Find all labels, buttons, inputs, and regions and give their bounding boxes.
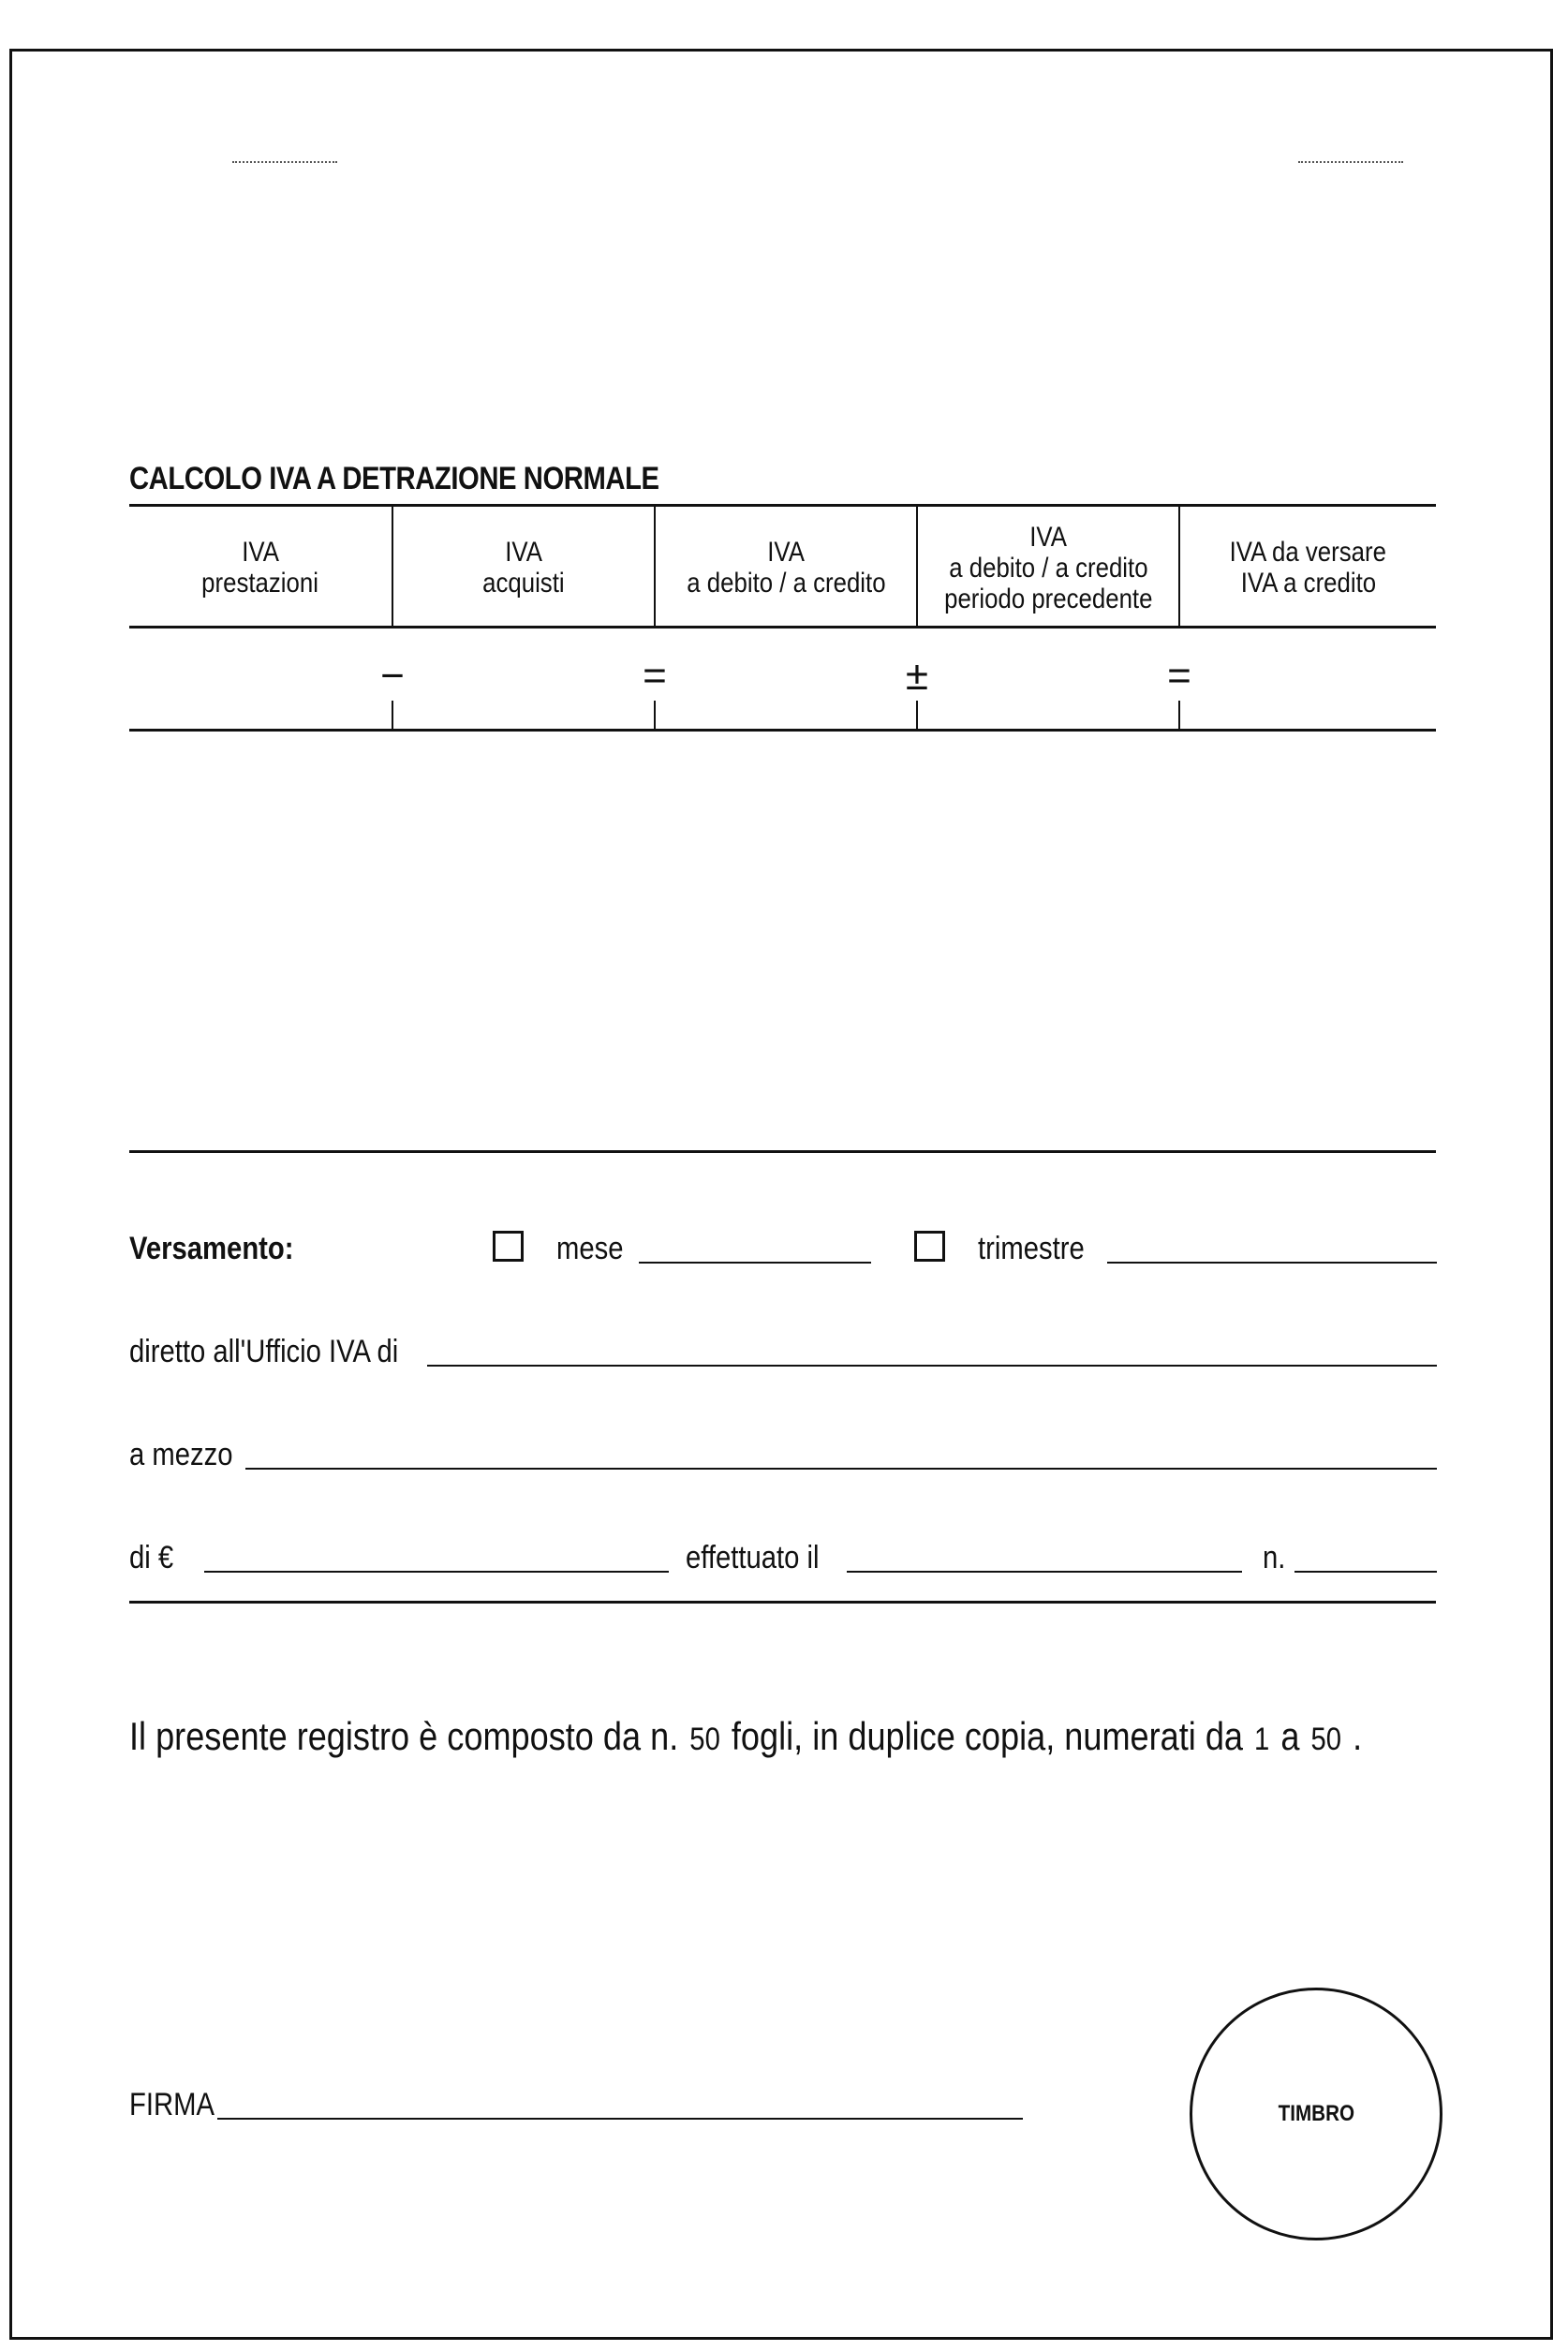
payment-top-rule (129, 1150, 1436, 1153)
signature-label: FIRMA (129, 2087, 214, 2122)
statement-part-1: Il presente registro è composto da n. (129, 1714, 679, 1758)
column-header-iva-acquisti: IVA acquisti (482, 537, 565, 599)
statement-end: . (1353, 1714, 1363, 1758)
date-label: effettuato il (686, 1540, 820, 1575)
column-header-periodo-precedente: IVA a debito / a credito periodo precedente (943, 521, 1153, 614)
number-field[interactable] (1294, 1571, 1437, 1573)
first-page-number: 1 (1254, 1722, 1270, 1757)
stamp-label: TIMBRO (1278, 2101, 1354, 2126)
office-label: diretto all'Ufficio IVA di (129, 1334, 399, 1369)
col-tick-2 (654, 701, 656, 729)
table-top-rule (129, 504, 1436, 507)
dotted-mark-right (1298, 161, 1403, 163)
month-field[interactable] (639, 1262, 871, 1264)
month-checkbox[interactable] (493, 1231, 524, 1262)
payment-bottom-rule (129, 1601, 1436, 1604)
column-header-iva-da-versare: IVA da versare IVA a credito (1229, 537, 1387, 599)
means-field[interactable] (245, 1468, 1437, 1470)
office-field[interactable] (427, 1365, 1437, 1367)
col-tick-4 (1178, 701, 1180, 729)
date-field[interactable] (847, 1571, 1242, 1573)
sheet-count: 50 (689, 1722, 720, 1757)
amount-label: di € (129, 1540, 174, 1575)
last-page-number: 50 (1310, 1722, 1342, 1757)
column-header-iva-debito-credito: IVA a debito / a credito (686, 537, 886, 599)
statement-part-3: a (1280, 1714, 1300, 1758)
quarter-checkbox[interactable] (914, 1231, 945, 1262)
register-statement (129, 1714, 1362, 1759)
quarter-field[interactable] (1107, 1262, 1437, 1264)
column-header-iva-prestazioni: IVA prestazioni (201, 537, 319, 599)
equals-operator-1: = (636, 656, 673, 697)
stamp-circle (1190, 1988, 1442, 2240)
col-tick-1 (392, 701, 393, 729)
amount-field[interactable] (204, 1571, 669, 1573)
minus-operator: − (374, 656, 411, 697)
quarter-label: trimestre (978, 1231, 1085, 1266)
statement-part-2: fogli, in duplice copia, numerati da (731, 1714, 1244, 1758)
table-bottom-rule (129, 729, 1436, 732)
col-tick-3 (916, 701, 918, 729)
dotted-mark-left (232, 161, 337, 163)
payment-label: Versamento: (129, 1231, 294, 1266)
signature-field[interactable] (217, 2118, 1023, 2120)
month-label: mese (556, 1231, 624, 1266)
means-label: a mezzo (129, 1437, 233, 1472)
plus-minus-operator: ± (898, 656, 936, 697)
equals-operator-2: = (1161, 656, 1198, 697)
number-label: n. (1263, 1540, 1286, 1575)
section-title: CALCOLO IVA A DETRAZIONE NORMALE (129, 461, 659, 496)
